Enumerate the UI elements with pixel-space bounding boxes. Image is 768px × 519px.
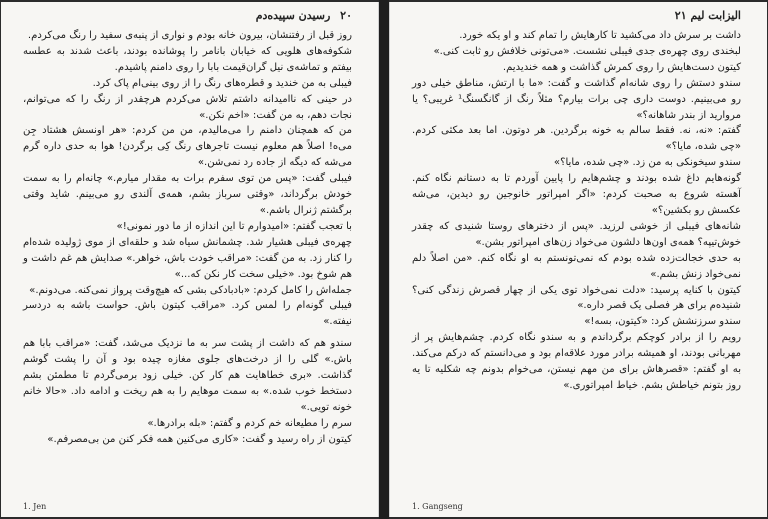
left-paragraph-3: فیبلی به من خندید و قطره‌های رنگ را از روی بینی‌ام پاک کرد. bbox=[92, 77, 352, 89]
right-paragraph-7: گونه‌هایم داغ شده بودند و چشم‌هایم را پایین آوردم تا به دستانم نگاه کنم. آهسته شروع به صحبت کردم: «اگر امپراتور خانوجین رو دیدین، می‌شه عکسش رو بکشین؟» bbox=[412, 173, 741, 216]
left-paragraph-9: جمله‌اش را کامل کردم: «بادبادکی بشی که هیچ‌وقت پرواز نمی‌کنه. می‌دونم.» bbox=[29, 284, 352, 296]
left-paragraph-2: شکوفه‌های هلویی که خیابان بانامر را پوشانده بودند، باعث شدند به عطسه بیفتم و تماشه‌ی نیل گران‌قیمت بابا را روی دامنم پاشیدم. bbox=[23, 45, 352, 73]
right-paragraph-4: سندو دستش را روی شانه‌ام گذاشت و گفت: «ما با ارتش، مناطق خیلی دور رو می‌بینیم. دوست داری چی برات بیارم؟ مثلاً رنگ از گانگسنگ¹ غریبی؟ یا مروارید از بندر شاهانه؟» bbox=[412, 77, 741, 121]
left-paragraph-1: روز قبل از رفتنشان، بیرون خانه بودم و نواری از پنبه‌ی سفید را رنگ می‌کردم. bbox=[27, 30, 352, 41]
left-page-header bbox=[23, 8, 352, 24]
left-paragraph-10: فیبلی گونه‌ام را لمس کرد. «مراقب کیتون باش. حواست باشه به دردسر نیفته.» bbox=[23, 300, 352, 328]
right-page-number: ۲۱ bbox=[674, 9, 687, 22]
right-paragraph-12: رویم را از برادر کوچکم برگرداندم و به سندو نگاه کردم. چشم‌هایش پر از مهربانی بودند، او همیشه برادر مورد علاقه‌ام بود و می‌دانستم که درکم می‌کند. به او گفتم: «قصرهاش برای من مهم نیستن، می‌خوام بدونم چه شکلیه تا یه روز بتونم خیاطش بشم. خیاط امپراتوری.» bbox=[412, 332, 741, 391]
left-page bbox=[1, 2, 379, 517]
left-paragraph-5: من که همچنان دامنم را می‌مالیدم، من من کردم: «هر اونسش هشتاد جِن می‌ه! اصلاً هم معلوم نیست تاجرهای رنگ کِی برگردن! هوا به حدی داره گرم می‌شه که دیگه از جاده رد نمی‌شن.» bbox=[23, 125, 352, 169]
left-paragraph-11: سندو هم که داشت از پشت سر به ما نزدیک می‌شد، گفت: «مراقب بابا هم باش.» گلی را از درخت‌های جلوی مغازه چیده بود و آن را پشت گوشم گذاشت. «بری خطاهایت هم کار کن. خیلی زود برمی‌گردم تا مطمئن بشم دستخط خوب شده.» به سمت موهایم را به هم ریخت و ادامه داد. «حالا خانم خونه تویی.» bbox=[23, 338, 352, 413]
right-paragraph-2: لبخندی روی چهره‌ی جدی فیبلی نشست. «می‌تونی خلافش رو ثابت کنی.» bbox=[433, 45, 741, 57]
right-paragraph-5: گفتم: «نه، نه. فقط سالم به خونه برگردین. هر دوتون. اما بعد مکثی کردم. «چی شده، مایا؟» bbox=[412, 125, 741, 153]
left-footnote: 1. Jen bbox=[23, 502, 47, 511]
right-paragraph-10: کیتون با کنایه پرسید: «دلت نمی‌خواد توی یکی از چهار قصرش زندگی کنی؟ شنیده‌م برای هر فصلی یک قصر داره.» bbox=[412, 284, 741, 312]
left-running-title: رسیدن سپیده‌دم bbox=[255, 9, 331, 22]
right-page-body bbox=[412, 28, 741, 394]
left-paragraph-12: سرم را مطیعانه خم کردم و گفتم: «بله برادرها.» bbox=[147, 417, 352, 429]
right-paragraph-3: کیتون دست‌هایش را روی کمرش گذاشت و همه خندیدیم. bbox=[502, 61, 741, 73]
left-paragraph-6: فیبلی گفت: «پس من توی سفرم برات به مقدار میارم.» چانه‌ام را به سمت خودش برگرداند، «وقتی سرباز بشم، همه‌ی آلندی رو می‌بینم. شاید وقتی برگشتم ژنرال باشم.» bbox=[23, 173, 352, 216]
right-page-header bbox=[412, 8, 741, 24]
right-footnote: 1. Gangseng bbox=[412, 502, 463, 511]
right-paragraph-9: به حدی خجالت‌زده شده بودم که نمی‌تونستم به او نگاه کنم. «من اصلاً دلم نمی‌خواد زنش بشم.» bbox=[412, 252, 741, 280]
left-page-body bbox=[23, 28, 352, 448]
right-running-title: الیزابت لیم bbox=[690, 9, 741, 22]
right-paragraph-11: سندو سرزنشش کرد: «کیتون، بسه!» bbox=[584, 316, 741, 328]
right-page bbox=[389, 2, 767, 517]
left-paragraph-4: در حینی که ناامیدانه داشتم تلاش می‌کردم هرچقدر از رنگ را که می‌توانم، نجات دهم، به من گفت: «اخم نکن.» bbox=[23, 93, 352, 121]
left-paragraph-8: چهره‌ی فیبلی هشیار شد. چشمانش سیاه شد و حلقه‌ای از موی ژولیده شده‌ام را کنار زد. به من گفت: «مراقب خودت باش، خواهر.» صدایش هم غم داشت و هم شوخ بود. «خیلی سخت کار نکن که...» bbox=[23, 236, 352, 280]
right-paragraph-6: سندو سیخونکی به من زد. «چی شده، مایا؟» bbox=[553, 157, 741, 169]
right-paragraph-1: داشت بر سرش داد می‌کشید تا کارهایش را تمام کند و او یکه خورد. bbox=[459, 30, 741, 41]
left-paragraph-13: کیتون از راه رسید و گفت: «کاری می‌کنین همه فکر کنن من بی‌مصرفم.» bbox=[47, 433, 352, 445]
left-paragraph-7: با تعجب گفتم: «امیدوارم تا این اندازه از ما دور نمونی!» bbox=[116, 220, 352, 232]
left-page-number: ۲۰ bbox=[340, 9, 352, 22]
right-paragraph-8: شانه‌های فیبلی از خوشی لرزید. «پس از دخترهای روستا شنیدی که چقدر خوش‌تیپه؟ همه‌ی اون‌ها دلشون می‌خواد زن‌های امپراتور بشن.» bbox=[412, 220, 741, 248]
page-gutter bbox=[379, 0, 389, 519]
